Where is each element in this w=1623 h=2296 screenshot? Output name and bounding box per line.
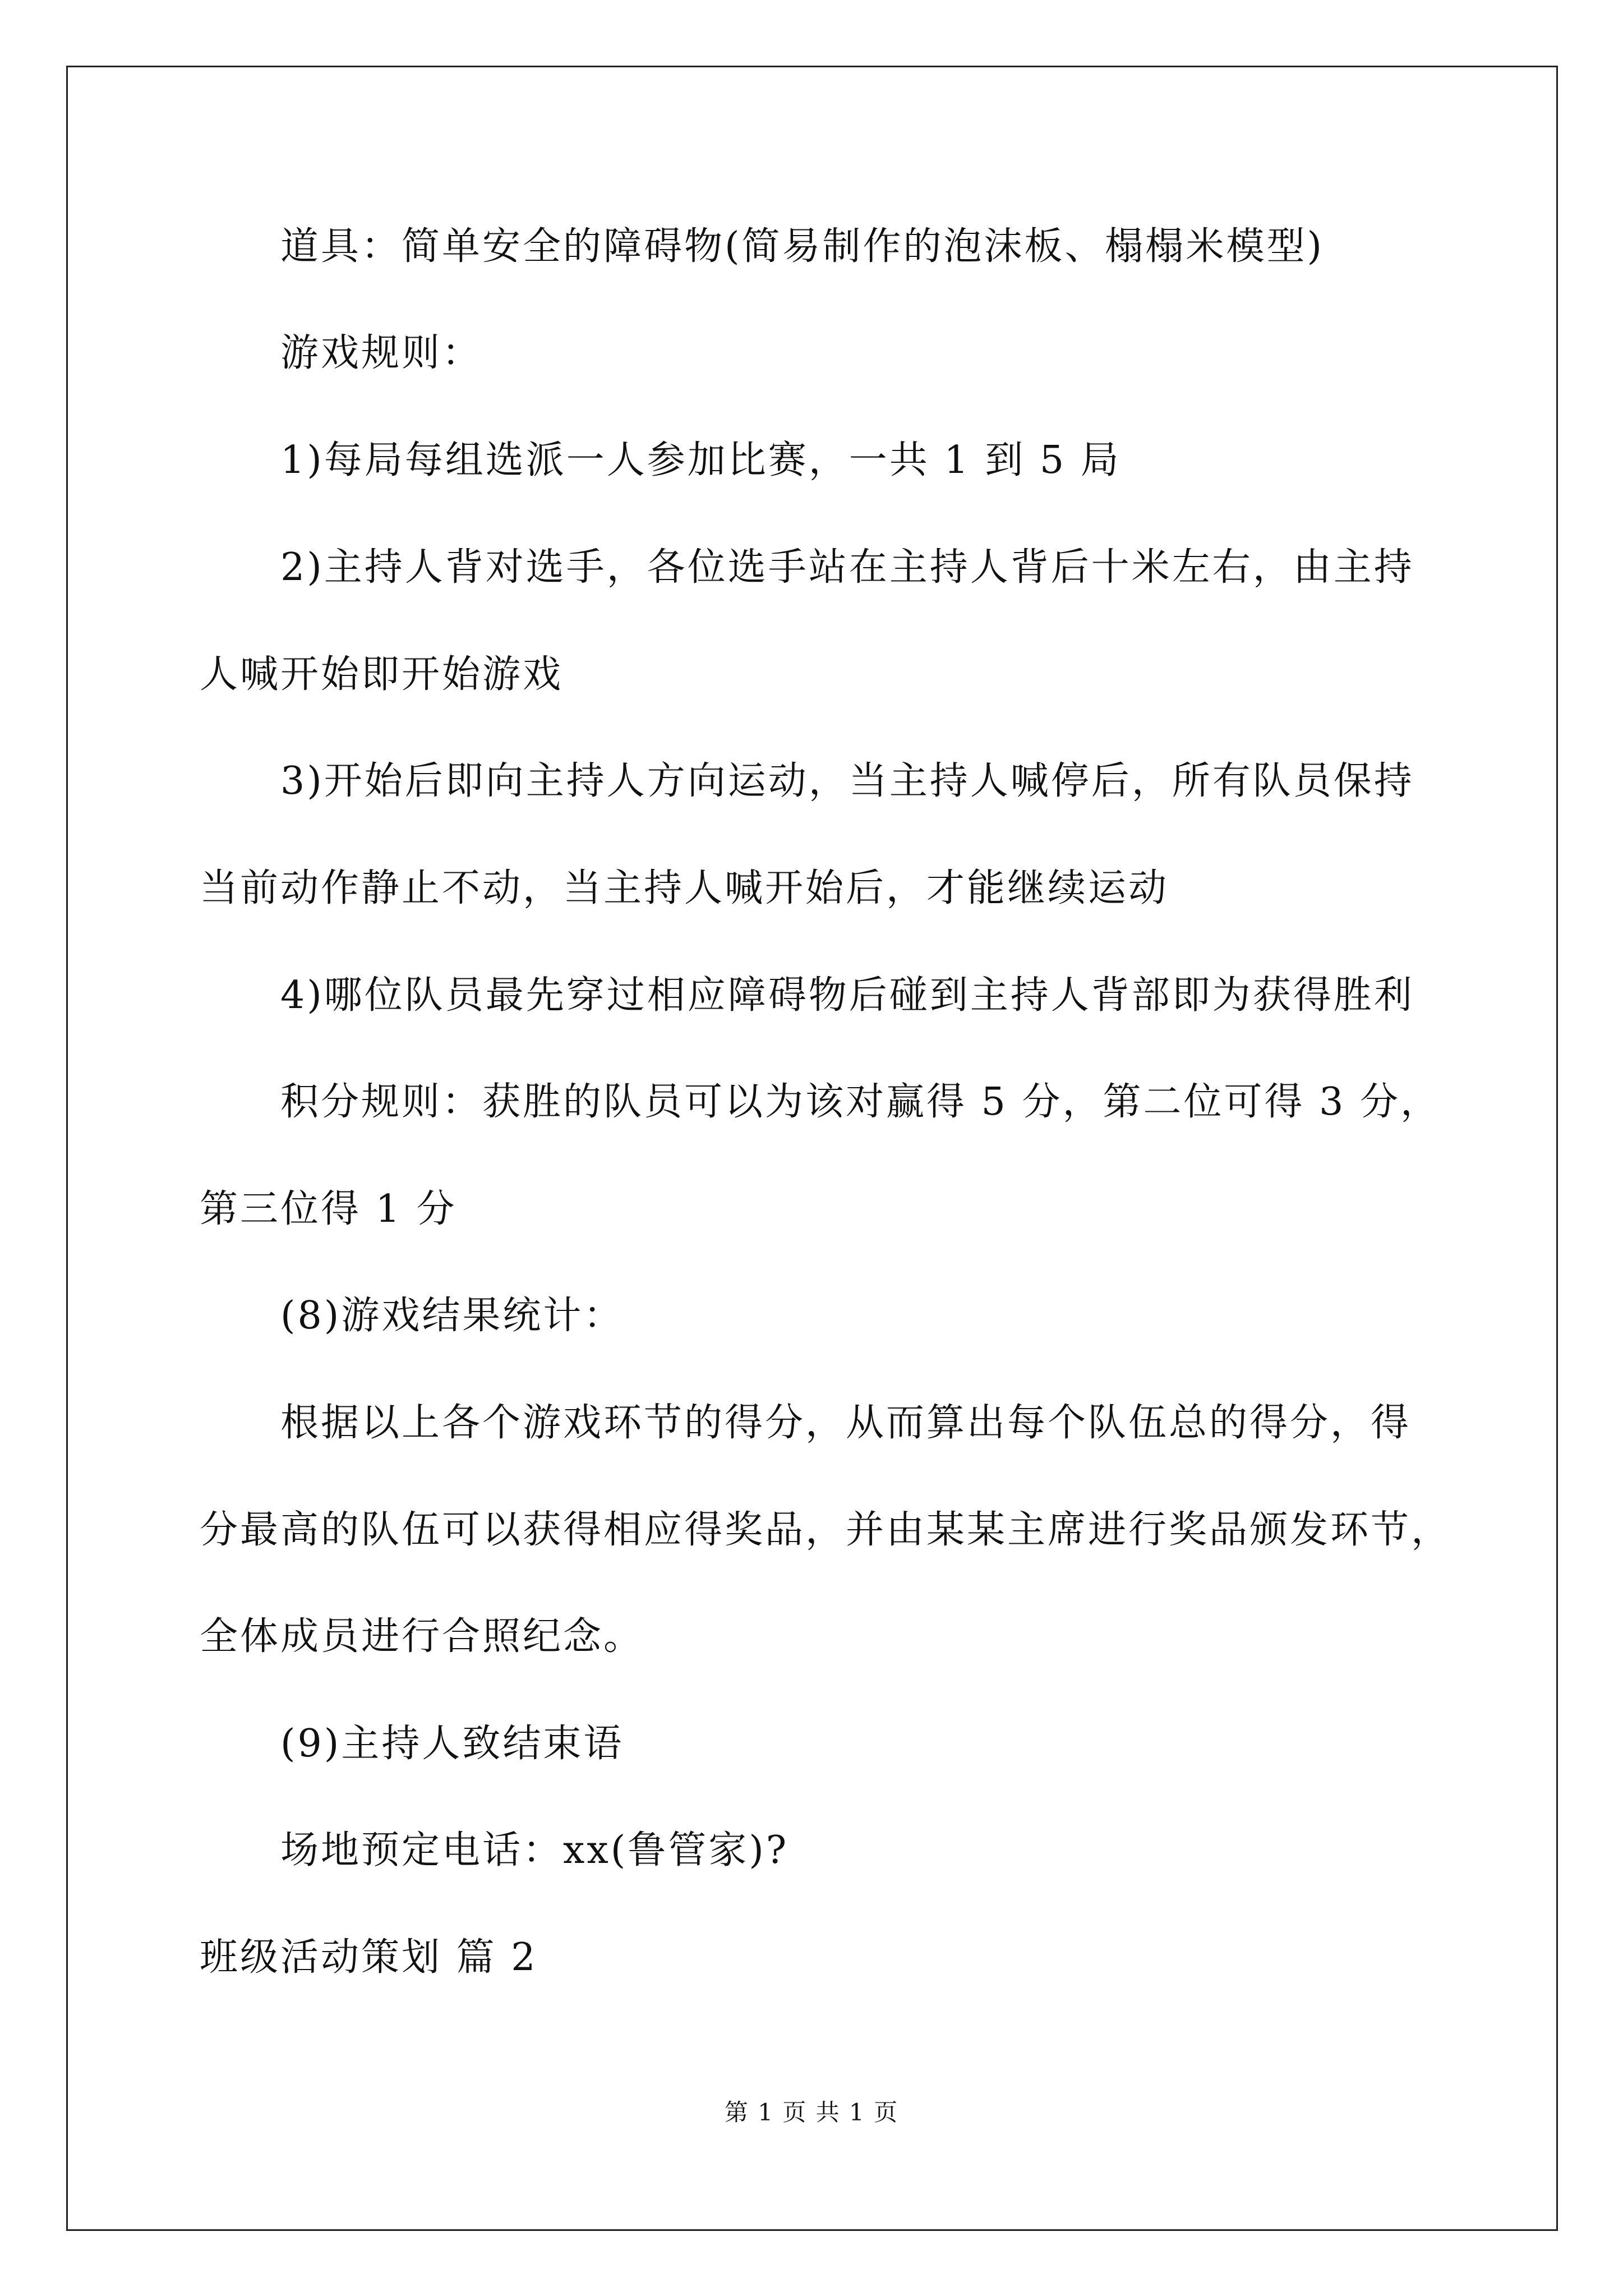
results-paragraph-line-3: 全体成员进行合照纪念。 bbox=[200, 1614, 644, 1659]
page-border bbox=[66, 66, 1558, 2231]
rule-1: 1)每局每组选派一人参加比赛，一共 1 到 5 局 bbox=[280, 438, 1121, 482]
next-section-title: 班级活动策划 篇 2 bbox=[200, 1935, 538, 1980]
game-rules-heading: 游戏规则： bbox=[280, 331, 483, 375]
rule-2-line-2: 人喊开始即开始游戏 bbox=[200, 652, 564, 697]
venue-phone-line: 场地预定电话：xx(鲁管家)? bbox=[280, 1828, 789, 1872]
section-8-heading: (8)游戏结果统计： bbox=[280, 1294, 624, 1338]
scoring-rules-line-2: 第三位得 1 分 bbox=[200, 1187, 457, 1231]
rule-4: 4)哪位队员最先穿过相应障碍物后碰到主持人背部即为获得胜利 bbox=[280, 973, 1414, 1018]
section-9-heading: (9)主持人致结束语 bbox=[280, 1722, 624, 1766]
rule-3-line-1: 3)开始后即向主持人方向运动，当主持人喊停后，所有队员保持 bbox=[280, 759, 1414, 803]
results-paragraph-line-2: 分最高的队伍可以获得相应得奖品，并由某某主席进行奖品颁发环节， bbox=[200, 1508, 1452, 1552]
results-paragraph-line-1: 根据以上各个游戏环节的得分，从而算出每个队伍总的得分，得 bbox=[280, 1401, 1412, 1445]
page-footer: 第 1 页 共 1 页 bbox=[724, 2099, 899, 2126]
scoring-rules-line-1: 积分规则：获胜的队员可以为该对赢得 5 分，第二位可得 3 分， bbox=[280, 1080, 1441, 1124]
props-line: 道具：简单安全的障碍物(简易制作的泡沫板、榻榻米模型) bbox=[280, 224, 1325, 269]
rule-3-line-2: 当前动作静止不动，当主持人喊开始后，才能继续运动 bbox=[200, 866, 1169, 910]
rule-2-line-1: 2)主持人背对选手，各位选手站在主持人背后十米左右，由主持 bbox=[280, 545, 1414, 590]
